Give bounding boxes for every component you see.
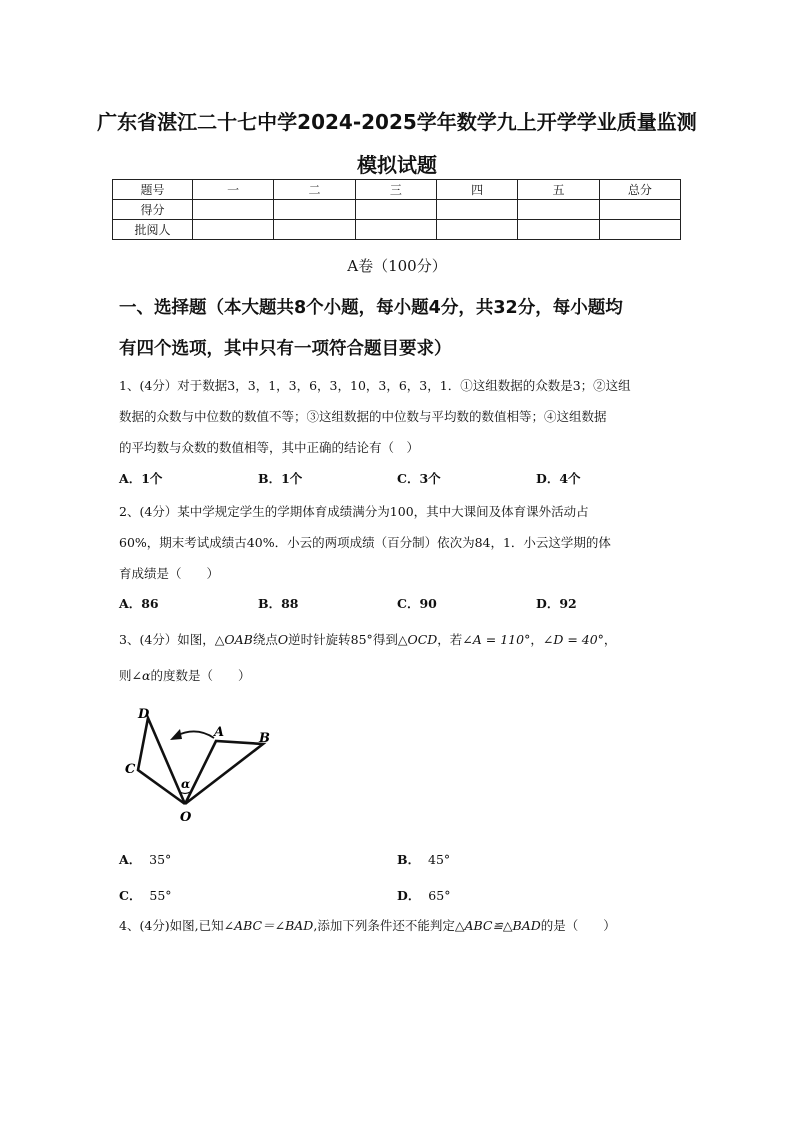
q1-option-c: C．3个	[397, 471, 441, 486]
score-table-header	[113, 180, 681, 200]
page-title-line2: 模拟试题	[357, 153, 437, 177]
label-d: D	[138, 707, 150, 722]
q3-cond-d: ∠D = 40°	[542, 632, 604, 647]
rotation-figure	[118, 700, 278, 830]
score-table-row	[113, 200, 681, 220]
label-o: O	[180, 810, 192, 825]
q3-sep: ，	[530, 632, 543, 647]
score-cell	[518, 220, 599, 240]
score-header-cell: 二	[274, 180, 355, 200]
q3-line1	[119, 624, 684, 655]
q2-line3: 育成绩是（ ）	[119, 566, 220, 581]
q2-line1: 2、(4分）某中学规定学生的学期体育成绩满分为100，其中大课间及体育课外活动占	[119, 504, 589, 519]
q4-mid: ,添加下列条件还不能判定	[313, 918, 455, 933]
score-header-cell: 一	[193, 180, 274, 200]
q1-line1: 1、(4分）对于数据3，3，1，3，6，3，10，3，6，3，1．①这组数据的众数是3；②这组	[119, 378, 631, 393]
q3-angle: 85°	[350, 632, 373, 647]
section-heading-line1: 一、选择题（本大题共8个小题，每小题4分，共32分，每小题均	[119, 298, 623, 318]
score-cell	[436, 220, 517, 240]
q1-line2: 数据的众数与中位数的数值不等；③这组数据的中位数与平均数的数值相等；④这组数据	[119, 409, 607, 424]
score-row-label: 得分	[113, 200, 193, 220]
q3-option-a-letter: A．	[119, 852, 142, 867]
triangle-oab	[185, 741, 263, 804]
q3-option-d-letter: D．	[397, 888, 421, 903]
score-cell	[193, 200, 274, 220]
q3-option-d	[397, 886, 450, 904]
score-header-cell: 五	[518, 180, 599, 200]
q3-option-c	[119, 886, 172, 904]
q3-option-b-letter: B．	[397, 852, 421, 867]
q4-line1	[119, 910, 684, 941]
q4-condition: ∠ABC＝∠BAD	[223, 918, 314, 933]
score-header-cell: 四	[436, 180, 517, 200]
q2-option-c: C．90	[397, 596, 437, 611]
q4-prefix: 4、(4分)如图,已知	[119, 918, 224, 933]
volume-heading: A卷（100分）	[347, 257, 447, 275]
label-b: B	[259, 731, 270, 746]
q2-line2: 60%，期末考试成绩古40%．小云的两项成绩（百分制）依次为84，1．小云这学期的体	[119, 535, 611, 550]
score-cell	[274, 200, 355, 220]
q3-option-c-letter: C．	[119, 888, 142, 903]
q2-option-a: A．86	[119, 596, 159, 611]
q3-option-b	[397, 850, 450, 868]
q3-line2-prefix: 则	[119, 668, 132, 683]
q4-congruence: △ABC≌△BAD	[454, 918, 541, 933]
score-table	[112, 179, 681, 240]
q3-triangle-ocd: △OCD	[397, 632, 438, 647]
q3-prefix: 3、(4分）如图，	[119, 632, 215, 647]
q1-line3: 的平均数与众数的数值相等，其中正确的结论有（ ）	[119, 440, 420, 455]
score-header-cell: 总分	[599, 180, 680, 200]
triangle-ocd	[138, 718, 185, 804]
q3-point-o: O	[277, 632, 289, 647]
score-row-label: 批阅人	[113, 220, 193, 240]
q1-option-b: B．1个	[258, 471, 303, 486]
q4-suffix: 的是（ ）	[540, 918, 616, 933]
q1-option-d: D．4个	[536, 471, 581, 486]
q3-option-d-value: 65°	[428, 888, 451, 903]
rotation-arrow	[176, 731, 214, 738]
page-title-line1: 广东省湛江二十七中学2024-2025学年数学九上开学学业质量监测	[97, 110, 697, 134]
score-cell	[599, 220, 680, 240]
q3-triangle-oab: △OAB	[214, 632, 253, 647]
q3-end: ，	[603, 632, 617, 647]
q3-mid4: ，若	[437, 632, 463, 647]
score-header-cell: 三	[355, 180, 436, 200]
q2-option-b: B．88	[258, 596, 299, 611]
arrow-head-icon	[170, 729, 182, 740]
q1-option-a: A．1个	[119, 471, 163, 486]
score-header-cell: 题号	[113, 180, 193, 200]
label-alpha: α	[181, 777, 191, 791]
q3-option-c-value: 55°	[149, 888, 172, 903]
q3-option-b-value: 45°	[428, 852, 451, 867]
score-cell	[436, 200, 517, 220]
q3-cond-a: ∠A = 110°	[462, 632, 531, 647]
score-cell	[193, 220, 274, 240]
q3-mid2: 逆时针旋转	[288, 632, 351, 647]
q3-option-a-value: 35°	[149, 852, 172, 867]
q2-option-d: D．92	[536, 596, 577, 611]
score-cell	[355, 220, 436, 240]
score-cell	[355, 200, 436, 220]
score-table-row	[113, 220, 681, 240]
score-cell	[518, 200, 599, 220]
q3-mid3: 得到	[372, 632, 398, 647]
score-cell	[274, 220, 355, 240]
score-cell	[599, 200, 680, 220]
label-a: A	[214, 725, 225, 740]
label-c: C	[125, 762, 136, 777]
angle-alpha-arc	[180, 792, 190, 794]
section-heading-line2: 有四个选项，其中只有一项符合题目要求）	[119, 339, 452, 359]
q3-option-a	[119, 850, 171, 868]
q3-mid1: 绕点	[252, 632, 278, 647]
q3-line2	[119, 660, 684, 691]
q3-line2-suffix: 的度数是（ ）	[150, 668, 251, 683]
q3-alpha: ∠α	[131, 668, 151, 683]
